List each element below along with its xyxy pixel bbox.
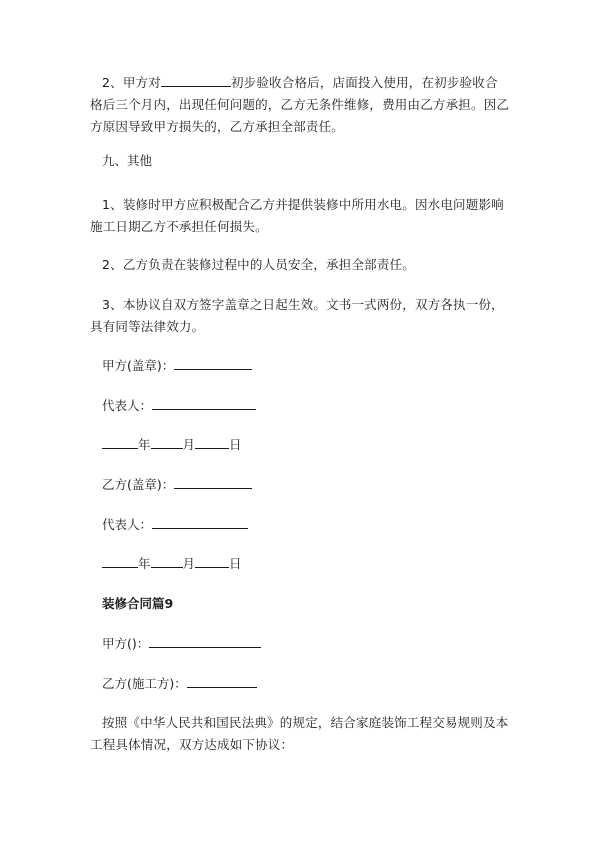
blank-line xyxy=(174,474,252,489)
contract-9-intro: 按照《中华人民共和国民法典》的规定，结合家庭装饰工程交易规则及本工程具体情况，双方达成如下协议： xyxy=(90,715,509,752)
representative-a-label: 代表人： xyxy=(102,398,153,413)
representative-b-label: 代表人： xyxy=(102,517,153,532)
blank-line xyxy=(102,553,138,568)
blank-line xyxy=(195,434,229,449)
clause-acceptance xyxy=(90,72,510,138)
blank-line xyxy=(102,434,138,449)
representative-a-line xyxy=(102,395,256,417)
blank-line xyxy=(151,434,183,449)
blank-line xyxy=(195,553,229,568)
blank-line xyxy=(151,553,183,568)
representative-b-line xyxy=(102,514,248,536)
blank-line xyxy=(152,395,256,410)
section-other-item-1: 1、装修时甲方应积极配合乙方并提供装修中所用水电。因水电问题影响施工日期乙方不承担任何损失。 xyxy=(90,197,504,234)
party-a-seal-line xyxy=(102,355,252,377)
party-b-seal-line xyxy=(102,474,252,496)
section-other-item-3: 3、本协议自双方签字盖章之日起生效。文书一式两份，双方各执一份，具有同等法律效力。 xyxy=(90,297,504,334)
contract-9-title: 装修合同篇9 xyxy=(102,596,174,611)
contract-9-party-b-label: 乙方(施工方)： xyxy=(102,676,187,691)
date-a-line xyxy=(102,434,242,456)
date-year-label: 年 xyxy=(138,437,151,452)
blank-line xyxy=(152,514,248,529)
date-day-label: 日 xyxy=(229,437,242,452)
blank-line xyxy=(187,673,257,688)
date-month-label: 月 xyxy=(182,437,196,452)
section-other-title: 九、其他 xyxy=(102,153,153,168)
blank-line xyxy=(149,633,261,648)
date-b-line xyxy=(102,553,242,575)
party-a-seal-label: 甲方(盖章)： xyxy=(102,358,175,373)
party-b-seal-label: 乙方(盖章)： xyxy=(102,477,175,492)
date-year-label: 年 xyxy=(138,556,151,571)
blank-line xyxy=(161,72,231,87)
blank-line xyxy=(174,355,252,370)
clause-acceptance-prefix: 2、甲方对 xyxy=(102,75,161,90)
date-day-label: 日 xyxy=(229,556,242,571)
contract-9-party-b-line xyxy=(102,673,257,695)
contract-9-party-a-label: 甲方()： xyxy=(102,636,150,651)
date-month-label: 月 xyxy=(182,556,196,571)
contract-9-party-a-line xyxy=(102,633,261,655)
section-other-item-2: 2、乙方负责在装修过程中的人员安全，承担全部责任。 xyxy=(102,257,415,272)
clause-acceptance-text: 初步验收合格后，店面投入使用，在初步验收合格后三个月内，出现任何问题的，乙方无条件维修，费用由乙方承担。因乙方原因导致甲方损失的，乙方承担全部责任。 xyxy=(90,75,510,134)
